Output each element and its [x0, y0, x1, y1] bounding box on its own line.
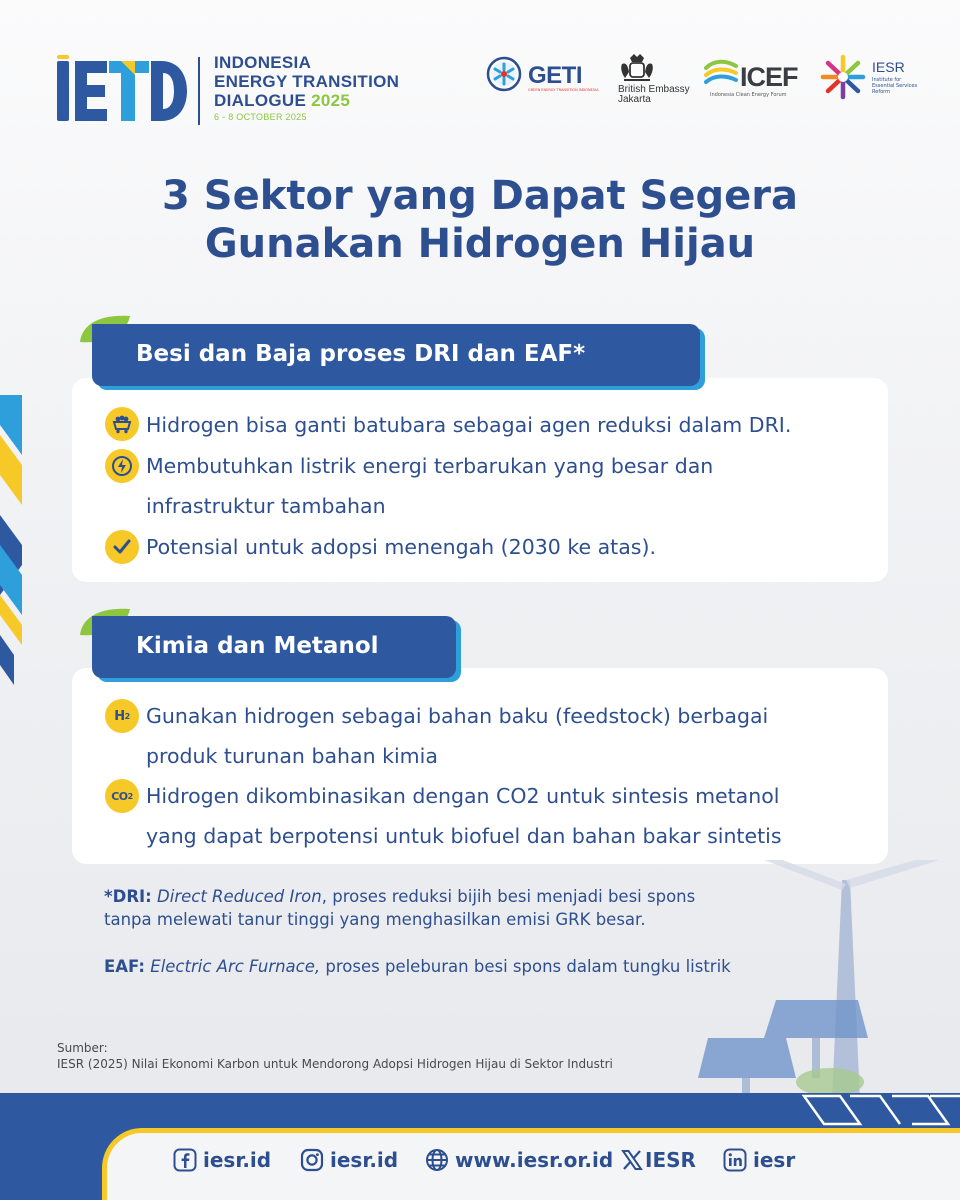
royal-crest-icon	[618, 52, 656, 84]
icef-name: ICEF	[740, 62, 798, 92]
h2-badge-text: H	[114, 708, 125, 724]
social-label: IESR	[645, 1148, 696, 1172]
lightning-icon	[105, 449, 139, 483]
social-facebook[interactable]	[173, 1148, 271, 1172]
page-title: 3 Sektor yang Dapat Segera Gunakan Hidrogen Hijau	[162, 173, 798, 267]
x-icon	[621, 1149, 643, 1171]
iesr-flower-icon	[818, 52, 868, 102]
list-item: Hidrogen bisa ganti batubara sebagai agen reduksi dalam DRI.	[146, 413, 792, 437]
event-name-line	[214, 91, 399, 110]
icef-wave-icon	[704, 58, 740, 88]
footnote-eaf-text: proses peleburan besi spons dalam tungku listrik	[320, 957, 731, 976]
social-x[interactable]	[621, 1148, 696, 1172]
geti-name: GETI	[528, 62, 583, 89]
footnote-eaf	[104, 955, 731, 978]
instagram-icon	[300, 1148, 324, 1172]
icef-logo	[704, 52, 808, 108]
footnote-dri	[104, 885, 695, 908]
list-item: Gunakan hidrogen sebagai bahan baku (feedstock) berbagai	[146, 704, 769, 728]
side-decoration	[0, 395, 26, 685]
iesr-name: IESR	[872, 59, 905, 75]
list-item-continued: produk turunan bahan kimia	[146, 744, 438, 768]
geti-tagline: GREEN ENERGY TRANSITION INDONESIA	[528, 88, 599, 92]
co2-badge-sub: 2	[127, 791, 133, 801]
footer-decoration	[800, 1088, 960, 1132]
footnote-dri-term: Direct Reduced Iron	[157, 887, 322, 906]
event-name-line: ENERGY TRANSITION	[214, 72, 400, 91]
event-name-line-3: DIALOGUE	[214, 91, 307, 110]
checkmark-icon	[105, 530, 139, 564]
footnote-dri-label: *DRI:	[104, 887, 152, 906]
social-label: iesr	[753, 1148, 796, 1172]
footnote-dri-continued: tanpa melewati tanur tinggi yang menghasilkan emisi GRK besar.	[104, 910, 646, 929]
list-item: Membutuhkan listrik energi terbarukan yang besar dan	[146, 454, 714, 478]
social-linkedin[interactable]	[723, 1148, 795, 1172]
globe-icon	[425, 1148, 449, 1172]
list-item-continued: infrastruktur tambahan	[146, 494, 386, 518]
linkedin-icon	[723, 1148, 747, 1172]
renewable-energy-illustration	[690, 860, 960, 1100]
geti-logo	[486, 52, 599, 108]
social-label: iesr.id	[330, 1148, 399, 1172]
section-heading-steel: Besi dan Baja proses DRI dan EAF*	[92, 324, 700, 386]
facebook-icon	[173, 1148, 197, 1172]
list-item: Potensial untuk adopsi menengah (2030 ke atas).	[146, 535, 656, 559]
source-text: IESR (2025) Nilai Ekonomi Karbon untuk Mendorong Adopsi Hidrogen Hijau di Sektor Industri	[57, 1057, 613, 1071]
social-label: www.iesr.or.id	[455, 1148, 614, 1172]
co2-badge-text: CO	[111, 789, 128, 803]
footnote-dri-text: , proses reduksi bijih besi menjadi besi spons	[321, 887, 696, 906]
h2-icon	[105, 699, 139, 733]
social-label: iesr.id	[203, 1148, 272, 1172]
british-embassy-line2: Jakarta	[618, 94, 651, 105]
iesr-tagline: Institute for Essential Services Reform	[872, 77, 918, 95]
co2-icon	[105, 779, 139, 813]
social-website[interactable]	[425, 1148, 613, 1172]
section-heading-chemical: Kimia dan Metanol	[92, 616, 456, 678]
source-label: Sumber:	[57, 1041, 108, 1055]
event-name-line: INDONESIA	[214, 53, 312, 72]
list-item: Hidrogen dikombinasikan dengan CO2 untuk sintesis metanol	[146, 784, 780, 808]
footnote-eaf-term: Electric Arc Furnace,	[150, 957, 321, 976]
british-embassy-line1: British Embassy	[618, 84, 690, 95]
footnote-eaf-label: EAF:	[104, 957, 146, 976]
geti-emblem-icon	[486, 56, 522, 92]
source-citation	[57, 1040, 613, 1072]
event-name	[214, 53, 399, 122]
header-divider	[198, 57, 200, 125]
iesr-logo	[818, 52, 918, 108]
ietd-logo	[57, 55, 187, 125]
h2-badge-sub: 2	[124, 711, 130, 721]
british-embassy-text	[618, 85, 690, 105]
event-year: 2025	[311, 91, 351, 110]
list-item-continued: yang dapat berpotensi untuk biofuel dan bahan bakar sintetis	[146, 824, 782, 848]
coal-cart-icon	[105, 407, 139, 441]
event-dates: 6 - 8 OCTOBER 2025	[214, 112, 307, 122]
icef-tagline: Indonesia Clean Energy Forum	[710, 92, 787, 98]
british-embassy-logo	[612, 52, 692, 108]
social-instagram[interactable]	[300, 1148, 398, 1172]
